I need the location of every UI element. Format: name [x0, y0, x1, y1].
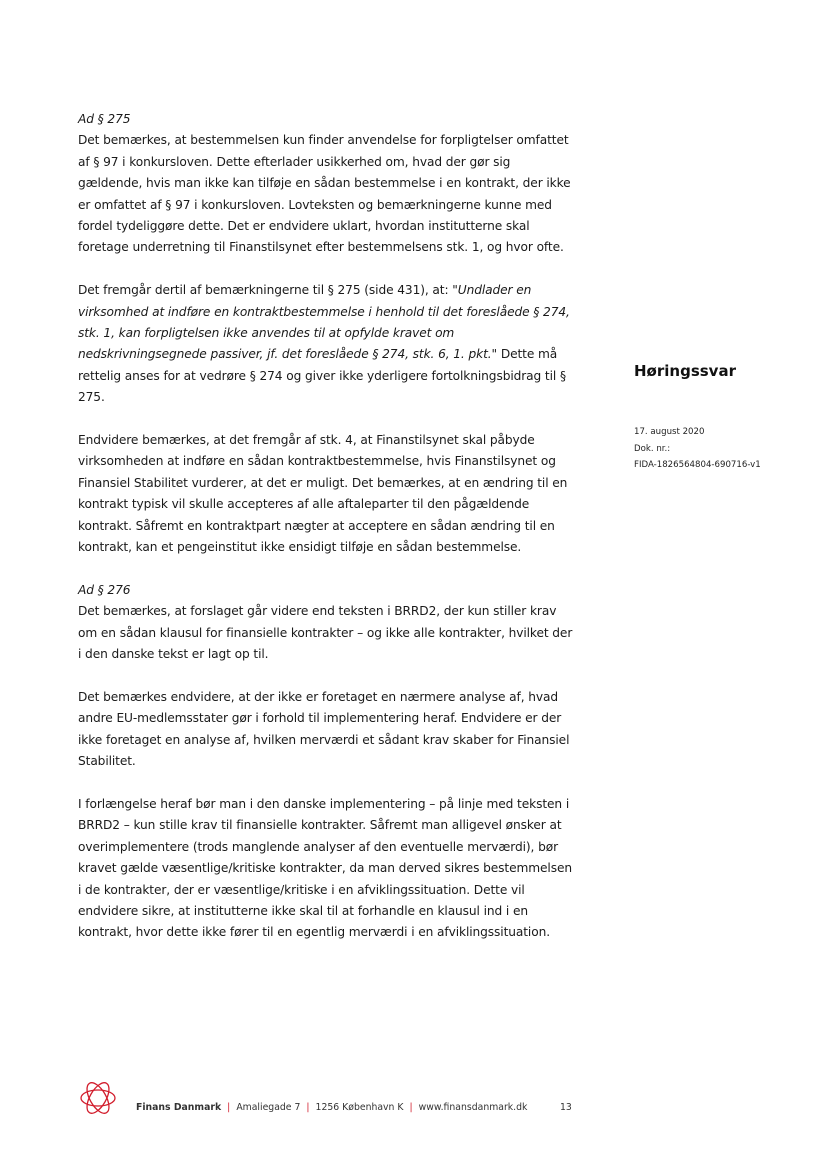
main-content	[78, 109, 578, 965]
footer-city: 1256 København K	[315, 1102, 404, 1113]
section-275-p1	[78, 109, 578, 259]
footer-website-link[interactable]: www.finansdanmark.dk	[418, 1102, 528, 1113]
document-number-label: Dok. nr.:	[634, 443, 671, 454]
section-275-p2-quote: "Undlader en virksomhed at indføre en kontraktbestemmelse i henhold til det foreslåede § 274, stk. 1, kan forpligtelsen ikke anvendes til at opfylde kravet om nedskrivningsegnede passiver, jf. det foreslåede § 274, stk. 6, 1. pkt."	[78, 283, 570, 362]
section-276-p3: I forlængelse heraf bør man i den danske implementering – på linje med teksten i BRRD2 – kun stille krav til finansielle kontrakter. Såfremt man alligevel ønsker at overimplementere (trods manglende analyser af den eventuelle merværdi), bør kravet gælde væsentlige/kritiske kontrakter, da man derved sikres bestemmelsen i de kontrakter, der er væsentlige/kritiske i en afviklingssituation. Dette vil endvidere sikre, at institutterne ikke skal til at forhandle en klausul ind i en kontrakt, hvor dette ikke fører til en egentlig merværdi i en afviklingssituation.	[78, 796, 572, 940]
finans-danmark-logo-icon	[78, 1078, 118, 1118]
document-number: FIDA-1826564804-690716-v1	[634, 460, 761, 470]
section-275-heading: Ad § 275	[78, 112, 131, 126]
footer-separator: |	[227, 1102, 231, 1113]
document-meta	[634, 424, 814, 474]
footer-separator: |	[409, 1102, 413, 1113]
footer-separator: |	[306, 1102, 310, 1113]
sidebar	[634, 362, 814, 474]
section-275-p2-rest: Dette må rettelig anses for at vedrøre § 274 og giver ikke yderligere fortolkningsbidrag til § 275.	[78, 347, 566, 405]
section-276-p2: Det bemærkes endvidere, at der ikke er foretaget en nærmere analyse af, hvad andre EU-medlemsstater gør i forhold til implementering heraf. Endvidere er der ikke foretaget en analyse af, hvilken merværdi et sådant krav skaber for Finansiel Stabilitet.	[78, 689, 570, 769]
section-275-p2	[78, 280, 578, 408]
footer-address-line	[136, 1102, 527, 1113]
footer-org-name: Finans Danmark	[136, 1102, 222, 1113]
document-type-title: Høringssvar	[634, 362, 736, 380]
section-275-p1-text: Det bemærkes, at bestemmelsen kun finder anvendelse for forpligtelser omfattet af § 97 i konkursloven. Dette efterlader usikkerhed om, hvad der gør sig gældende, hvis man ikke kan tilføje en sådan bestemmelse i en kontrakt, der ikke er omfattet af § 97 i konkursloven. Lovteksten og bemærkningerne kunne med fordel tydeliggøre dette. Det er endvidere uklart, hvordan institutterne skal foretage underretning til Finanstilsynet efter bestemmelsens stk. 1, og hvor ofte.	[78, 133, 571, 255]
page-number: 13	[560, 1102, 572, 1113]
footer-street: Amaliegade 7	[236, 1102, 301, 1113]
section-276-p1-text: Det bemærkes, at forslaget går videre end teksten i BRRD2, der kun stiller krav om en sådan klausul for finansielle kontrakter – og ikke alle kontrakter, hvilket der i den danske tekst er lagt op til.	[78, 604, 573, 662]
section-276-heading: Ad § 276	[78, 582, 131, 597]
page-footer	[0, 1078, 827, 1138]
document-date: 17. august 2020	[634, 427, 705, 437]
section-275-p3: Endvidere bemærkes, at det fremgår af stk. 4, at Finanstilsynet skal påbyde virksomheden at indføre en sådan kontraktbestemmelse, hvis Finanstilsynet og Finansiel Stabilitet vurderer, at det er muligt. Det bemærkes, at en ændring til en kontrakt typisk vil skulle accepteres af alle aftaleparter til den pågældende kontrakt. Såfremt en kontraktpart nægter at acceptere en sådan ændring til en kontrakt, kan et pengeinstitut ikke ensidigt tilføje en sådan bestemmelse.	[78, 433, 568, 555]
section-276-p1	[78, 580, 578, 666]
section-275-p2-intro: Det fremgår dertil af bemærkningerne til § 275 (side 431), at:	[78, 283, 453, 298]
